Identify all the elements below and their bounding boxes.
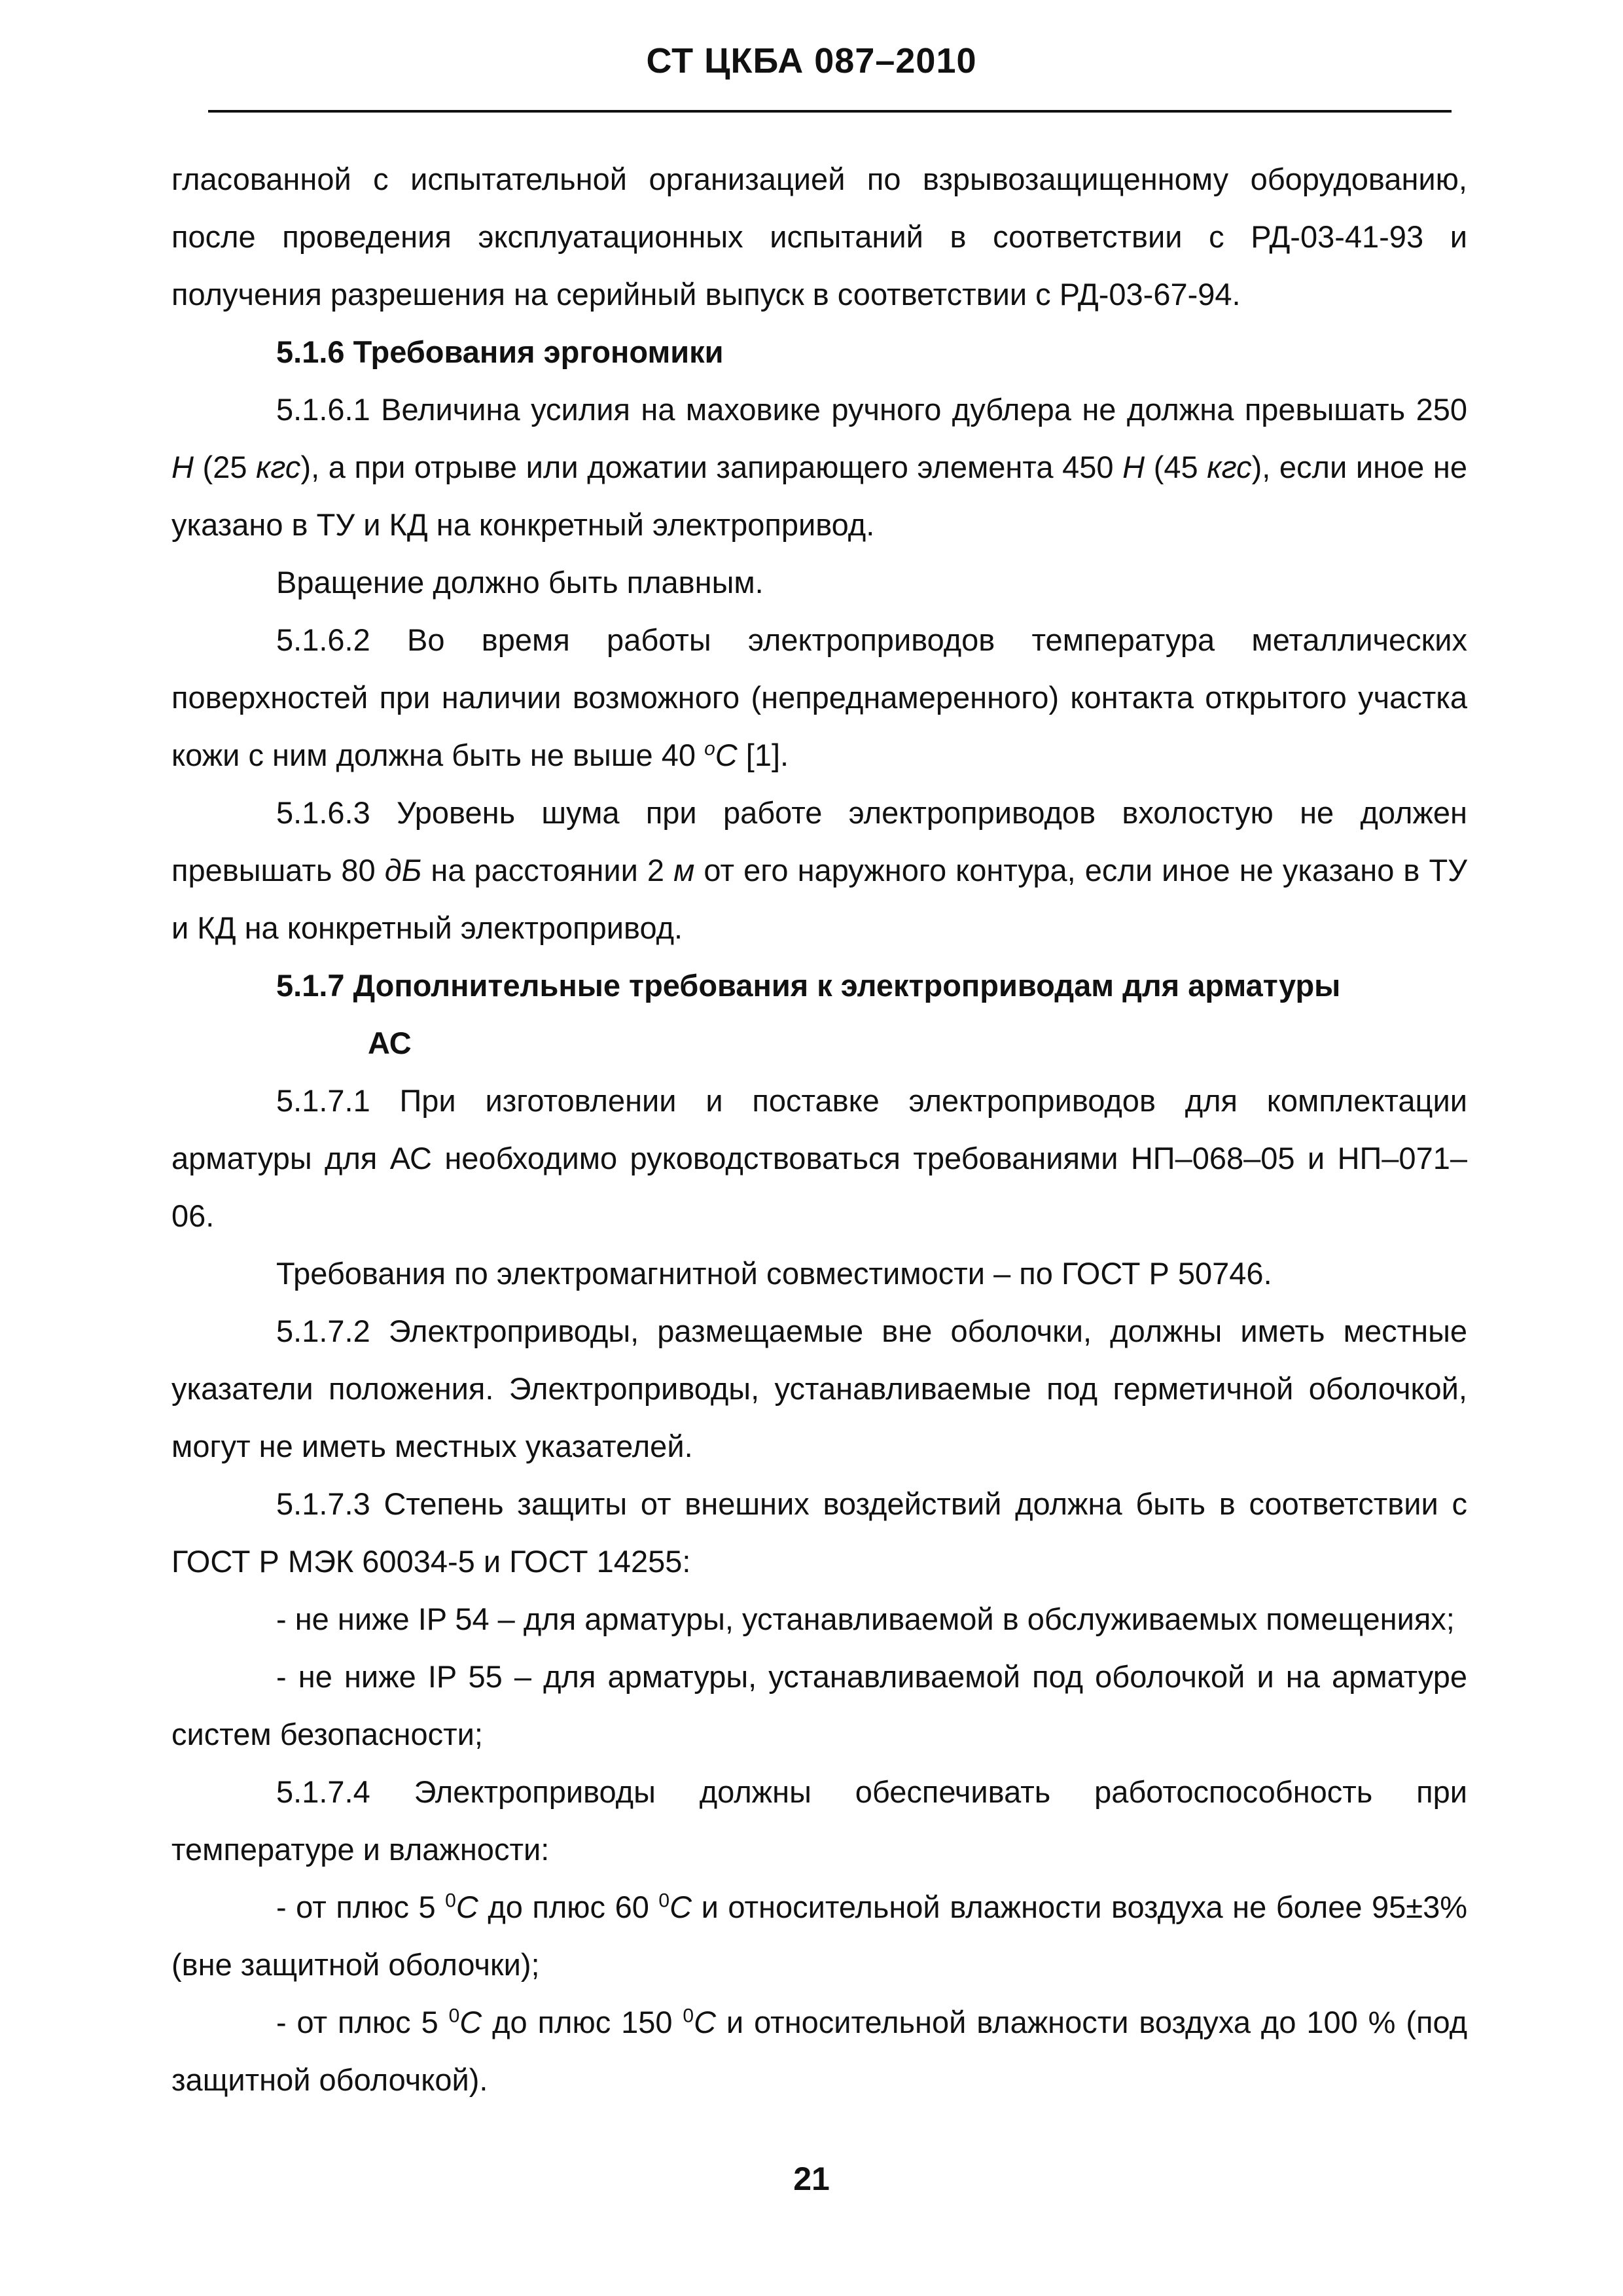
document-header: СТ ЦКБА 087–2010 [646, 41, 977, 81]
list-item-ip55: - не ниже IP 55 – для арматуры, устанавливаемой под оболочкой и на арматуре систем безопасности; [171, 1659, 1467, 1751]
page-number: 21 [793, 2161, 830, 2197]
paragraph-5-1-7-2: 5.1.7.2 Электроприводы, размещаемые вне оболочки, должны иметь местные указатели положения. Электроприводы, устанавливаемые под герметичной оболочкой, могут не иметь местных указателей. [171, 1314, 1467, 1463]
section-heading-5-1-6: 5.1.6 Требования эргономики [276, 334, 724, 369]
list-item-temperature-2: - от плюс 5 $^0$С до плюс 150 $^0$С и относительной влажности воздуха до 100 % (под защитной оболочкой). [171, 2005, 1467, 2097]
paragraph-5-1-7-4: 5.1.7.4 Электроприводы должны обеспечивать работоспособность при температуре и влажности: [171, 1774, 1467, 1867]
paragraph-5-1-7-3: 5.1.7.3 Степень защиты от внешних воздействий должна быть в соответствии с ГОСТ Р МЭК 60034-5 и ГОСТ 14255: [171, 1486, 1467, 1579]
paragraph-5-1-6-3: 5.1.6.3 Уровень шума при работе электроприводов вхолостую не должен превышать 80 дБ на расстоянии 2 м от его наружного контура, если иное не указано в ТУ и КД на конкретный электропривод. [171, 795, 1468, 945]
paragraph-5-1-7-1: 5.1.7.1 При изготовлении и поставке электроприводов для комплектации арматуры для АС необходимо руководствоваться требованиями НП–068–05 и НП–071–06. [171, 1083, 1467, 1233]
paragraph-5-1-6-1: 5.1.6.1 Величина усилия на маховике ручного дублера не должна превышать 250 Н (25 кгс), а при отрыве или дожатии запирающего элемента 450 Н (45 кгс), если иное не указано в ТУ и КД на конкретный электропривод. [171, 392, 1468, 542]
paragraph-5-1-6-2: 5.1.6.2 Во время работы электроприводов температура металлических поверхностей при наличии возможного (непреднамеренного) контакта открытого участка кожи с ним должна быть не выше 40 $^о$С [1]. [171, 622, 1467, 772]
header-divider [208, 110, 1452, 113]
section-heading-5-1-7: 5.1.7 Дополнительные требования к электроприводам для арматуры АС [276, 968, 1341, 1060]
paragraph-rotation: Вращение должно быть плавным. [276, 565, 764, 600]
document-body [171, 151, 1467, 2109]
list-item-ip54: - не ниже IP 54 – для арматуры, устанавливаемой в обслуживаемых помещениях; [276, 1602, 1455, 1636]
list-item-temperature-1: - от плюс 5 $^0$С до плюс 60 $^0$С и относительной влажности воздуха не более 95±3% (вне защитной оболочки); [171, 1890, 1468, 1982]
paragraph-emc: Требования по электромагнитной совместимости – по ГОСТ Р 50746. [276, 1256, 1272, 1291]
paragraph-continuation: гласованной с испытательной организацией по взрывозащищенному оборудованию, после проведения эксплуатационных испытаний в соответствии с РД-03-41-93 и получения разрешения на серийный выпуск в соответствии с РД-03-67-94. [171, 162, 1467, 312]
